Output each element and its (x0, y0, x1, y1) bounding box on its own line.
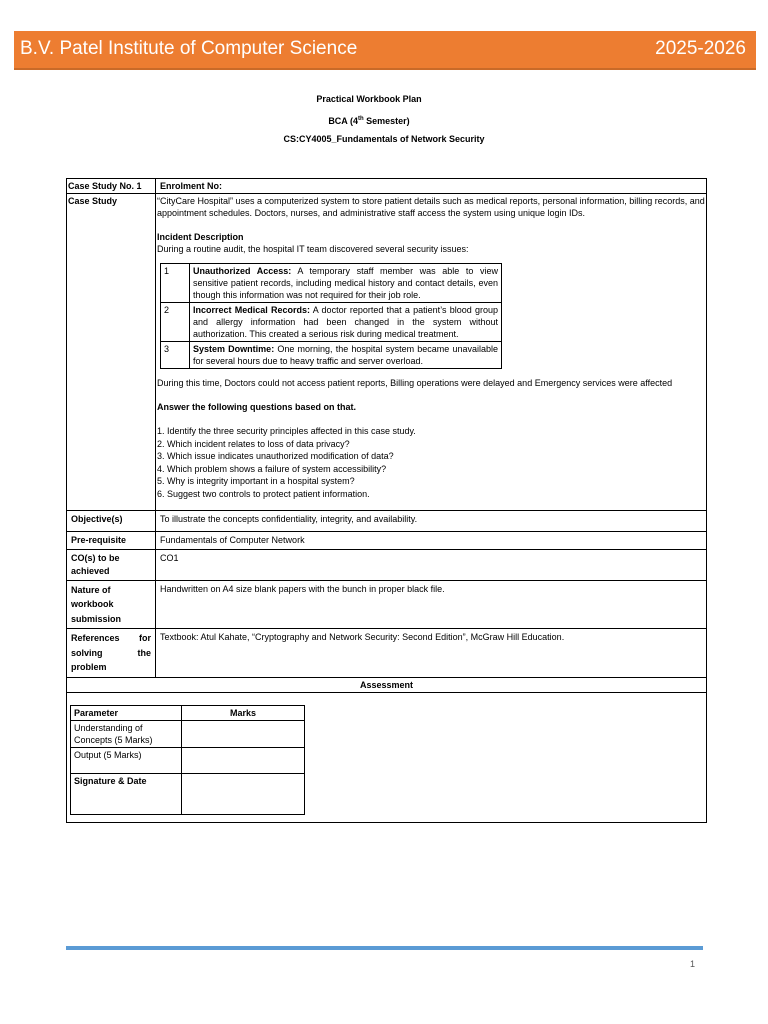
case-study-label: Case Study (67, 194, 156, 511)
case-number-row (67, 179, 707, 194)
institute-name: B.V. Patel Institute of Computer Science (20, 38, 358, 59)
objective-label: Objective(s) (67, 510, 156, 531)
case-intro: “CityCare Hospital” uses a computerized system to store patient details such as medical reports, personal information, billing records, and appointment schedules. Doctors, nurses, and administrative staff access the system using unique login IDs. (157, 196, 705, 218)
parameter-name: Understanding of Concepts (5 Marks) (71, 720, 182, 747)
incident-row (161, 342, 502, 369)
nature-value: Handwritten on A4 size blank papers with the bunch in proper black file. (156, 580, 707, 629)
assessment-row (67, 692, 707, 822)
prerequisite-value: Fundamentals of Computer Network (156, 531, 707, 549)
incident-intro: During a routine audit, the hospital IT team discovered several security issues: (157, 244, 469, 254)
assessment-cell (67, 692, 707, 822)
references-value: Textbook: Atul Kahate, “Cryptography and Network Security: Second Edition”, McGraw Hill Education. (156, 629, 707, 678)
marks-row (71, 747, 305, 773)
parameter-header: Parameter (71, 705, 182, 720)
impact-text: During this time, Doctors could not access patient reports, Billing operations were delayed and Emergency services were affected (157, 378, 673, 388)
objective-value: To illustrate the concepts confidentiality, integrity, and availability. (156, 510, 707, 531)
signature-label: Signature & Date (71, 773, 182, 814)
signature-value (182, 773, 305, 814)
question-item: 4. Which problem shows a failure of system accessibility? (157, 463, 387, 474)
case-study-row (67, 194, 707, 511)
references-label: References for solving the problem (67, 629, 156, 678)
marks-header: Marks (182, 705, 305, 720)
references-row (67, 629, 707, 678)
incident-number: 3 (161, 342, 190, 369)
co-row (67, 549, 707, 580)
questions-heading: Answer the following questions based on that. (157, 402, 357, 412)
question-item: 2. Which incident relates to loss of data privacy? (157, 438, 350, 449)
signature-row (71, 773, 305, 814)
header-banner (14, 31, 756, 68)
parameter-name: Output (5 Marks) (71, 747, 182, 773)
prerequisite-row (67, 531, 707, 549)
incident-text: Incorrect Medical Records: A doctor reported that a patient’s blood group and allergy information had been changed in the system without authorization. This created a serious risk during medical treatment. (190, 303, 502, 342)
incident-row (161, 264, 502, 303)
incident-text: Unauthorized Access: A temporary staff member was able to view sensitive patient records, including medical history and contact details, even though this information was not required for their job role. (190, 264, 502, 303)
nature-label: Nature of workbook submission (67, 580, 156, 629)
case-study-content (156, 194, 707, 511)
plan-title: Practical Workbook Plan (316, 94, 422, 104)
semester-title: BCA (4th Semester) (328, 116, 410, 126)
co-value: CO1 (156, 549, 707, 580)
objective-row (67, 510, 707, 531)
marks-row (71, 720, 305, 747)
question-item: 3. Which issue indicates unauthorized modification of data? (157, 451, 394, 462)
page-number: 1 (690, 959, 696, 969)
document-titles (0, 91, 768, 151)
prerequisite-label: Pre-requisite (67, 531, 156, 549)
footer-divider (66, 946, 703, 950)
incident-number: 1 (161, 264, 190, 303)
workbook-table (66, 178, 707, 823)
question-item: 1. Identify the three security principles affected in this case study. (157, 426, 416, 436)
marks-value (182, 720, 305, 747)
incident-text: System Downtime: One morning, the hospital system became unavailable for several hours due to heavy traffic and server overload. (190, 342, 502, 369)
assessment-heading: Assessment (67, 677, 707, 692)
enrolment-label: Enrolment No: (156, 179, 707, 194)
marks-table (70, 705, 305, 815)
assessment-heading-row (67, 677, 707, 692)
marks-value (182, 747, 305, 773)
incident-table (160, 263, 502, 369)
question-item: 6. Suggest two controls to protect patient information. (157, 488, 370, 499)
case-number-label: Case Study No. 1 (67, 179, 156, 194)
question-item: 5. Why is integrity important in a hospital system? (157, 476, 355, 487)
course-title: CS:CY4005_Fundamentals of Network Security (283, 134, 485, 144)
incident-heading: Incident Description (157, 232, 244, 242)
questions-list (157, 425, 705, 501)
academic-year: 2025-2026 (655, 38, 746, 59)
nature-row (67, 580, 707, 629)
incident-number: 2 (161, 303, 190, 342)
co-label: CO(s) to be achieved (67, 549, 156, 580)
incident-row (161, 303, 502, 342)
marks-header-row (71, 705, 305, 720)
